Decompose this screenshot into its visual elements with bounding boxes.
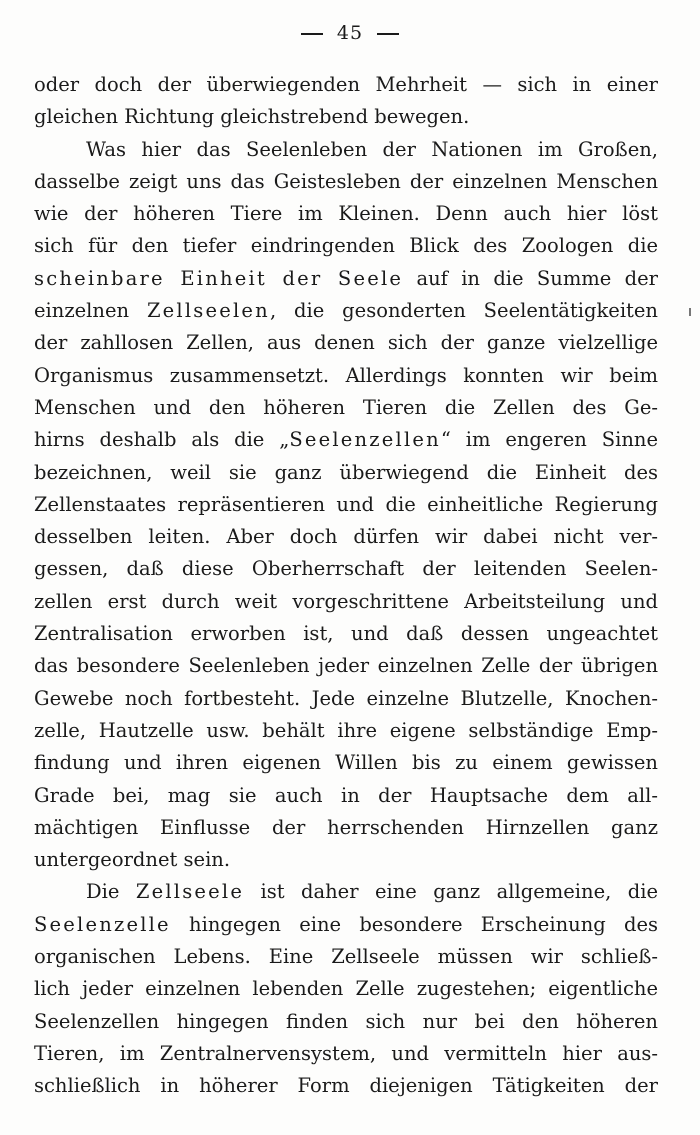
line-text: wie der höheren Tiere im Kleinen. Denn auch hier löst bbox=[34, 202, 658, 226]
line-text: mächtigen Einflusse der herrschenden Hirnzellen ganz bbox=[34, 815, 658, 839]
body-text bbox=[34, 69, 658, 1103]
text-line bbox=[34, 618, 658, 650]
text-line bbox=[34, 844, 658, 876]
emphasized-term: Seelenzelle bbox=[34, 912, 171, 936]
text-line bbox=[34, 198, 658, 230]
text-line bbox=[34, 1006, 658, 1038]
line-text: Zellenstaates repräsentieren und die einheitliche Regierung bbox=[34, 492, 658, 516]
text-line bbox=[34, 489, 658, 521]
line-text: Was hier das Seelenleben der Nationen im Großen, bbox=[86, 137, 658, 161]
text-line bbox=[34, 1070, 658, 1102]
line-text: Tieren, im Zentralnervensystem, und vermitteln hier aus- bbox=[34, 1041, 658, 1065]
line-text: hingegen eine besondere Erscheinung des bbox=[170, 912, 658, 936]
text-line bbox=[34, 424, 658, 456]
line-text: das besondere Seelenleben jeder einzelnen Zelle der übrigen bbox=[34, 654, 658, 678]
line-text: desselben leiten. Aber doch dürfen wir dabei nicht ver- bbox=[34, 525, 658, 549]
text-line bbox=[34, 69, 658, 101]
emphasized-term: scheinbare Einheit der Seele bbox=[34, 266, 404, 290]
line-text: Seelenzellen hingegen finden sich nur bei den höheren bbox=[34, 1009, 658, 1033]
page-header bbox=[0, 22, 700, 44]
line-text: untergeordnet sein. bbox=[34, 848, 231, 872]
line-text: Menschen und den höheren Tieren die Zellen des Ge- bbox=[34, 395, 658, 419]
line-text: ist daher eine ganz allgemeine, die bbox=[244, 880, 658, 904]
line-text: “ im engeren Sinne bbox=[440, 428, 658, 452]
line-text: Organismus zusammensetzt. Allerdings konnten wir beim bbox=[34, 363, 658, 387]
text-line bbox=[34, 360, 658, 392]
text-line bbox=[34, 812, 658, 844]
line-text: Gewebe noch fortbesteht. Jede einzelne Blutzelle, Knochen- bbox=[34, 686, 658, 710]
text-line bbox=[34, 553, 658, 585]
text-line bbox=[34, 263, 658, 295]
text-line bbox=[34, 521, 658, 553]
line-text: sich für den tiefer eindringenden Blick des Zoologen die bbox=[34, 234, 658, 258]
text-line bbox=[34, 134, 658, 166]
margin-mark bbox=[689, 308, 691, 316]
line-text: Die bbox=[86, 880, 136, 904]
line-text: gessen, daß diese Oberherrschaft der leitenden Seelen- bbox=[34, 557, 658, 581]
text-line bbox=[34, 941, 658, 973]
page-number: 45 bbox=[336, 22, 364, 44]
line-text: findung und ihren eigenen Willen bis zu einem gewissen bbox=[34, 751, 658, 775]
text-line bbox=[34, 683, 658, 715]
text-line bbox=[34, 909, 658, 941]
line-text: , die gesonderten Seelentätigkeiten bbox=[269, 299, 658, 323]
line-text: zellen erst durch weit vorgeschrittene Arbeitsteilung und bbox=[34, 589, 658, 613]
line-text: schließlich in höherer Form diejenigen Tätigkeiten der bbox=[34, 1074, 658, 1098]
text-line bbox=[34, 295, 658, 327]
text-line bbox=[34, 876, 658, 908]
line-text: hirns deshalb als die „ bbox=[34, 428, 290, 452]
emphasized-term: Zellseele bbox=[135, 880, 245, 904]
line-text: dasselbe zeigt uns das Geistesleben der einzelnen Menschen bbox=[34, 169, 658, 193]
line-text: gleichen Richtung gleichstrebend bewegen. bbox=[34, 105, 470, 129]
text-line bbox=[34, 327, 658, 359]
line-text: der zahllosen Zellen, aus denen sich der ganze vielzellige bbox=[34, 331, 658, 355]
text-line bbox=[34, 457, 658, 489]
text-line bbox=[34, 101, 658, 133]
text-line bbox=[34, 230, 658, 262]
text-line bbox=[34, 392, 658, 424]
text-line bbox=[34, 747, 658, 779]
line-text: Zentralisation erworben ist, und daß dessen ungeachtet bbox=[34, 622, 658, 646]
line-text: oder doch der überwiegenden Mehrheit — sich in einer bbox=[34, 73, 658, 96]
line-text: Grade bei, mag sie auch in der Hauptsache dem all- bbox=[34, 783, 658, 807]
line-text: lich jeder einzelnen lebenden Zelle zugestehen; eigentliche bbox=[34, 977, 658, 1001]
text-line bbox=[34, 650, 658, 682]
header-dash-left bbox=[301, 33, 323, 35]
text-line bbox=[34, 166, 658, 198]
emphasized-term: Zellseelen bbox=[146, 299, 270, 323]
text-line bbox=[34, 586, 658, 618]
line-text: bezeichnen, weil sie ganz überwiegend die Einheit des bbox=[34, 460, 658, 484]
text-line bbox=[34, 780, 658, 812]
header-dash-right bbox=[377, 33, 399, 35]
text-line bbox=[34, 1038, 658, 1070]
text-line bbox=[34, 973, 658, 1005]
emphasized-term: Seelenzellen bbox=[289, 428, 441, 452]
line-text: auf in die Summe der bbox=[403, 266, 658, 290]
line-text: einzelnen bbox=[34, 299, 147, 323]
text-line bbox=[34, 715, 658, 747]
line-text: zelle, Hautzelle usw. behält ihre eigene selbständige Emp- bbox=[34, 718, 658, 742]
line-text: organischen Lebens. Eine Zellseele müssen wir schließ- bbox=[34, 945, 658, 969]
